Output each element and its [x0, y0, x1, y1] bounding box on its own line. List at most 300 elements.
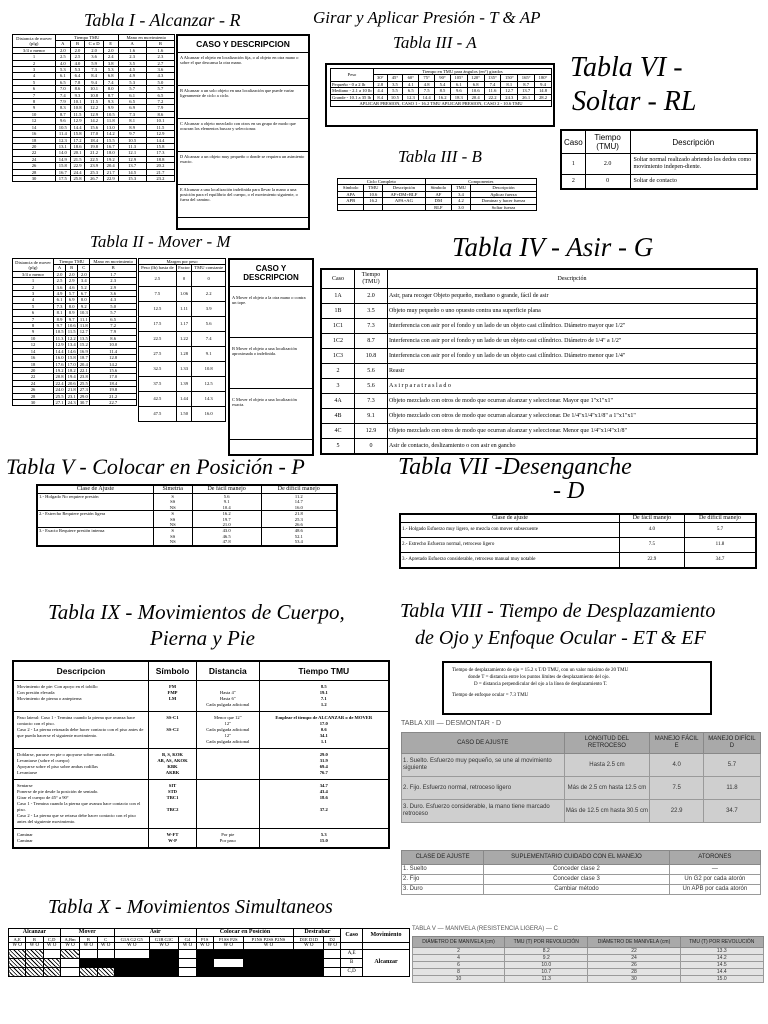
t1-cell: 4.0	[56, 60, 71, 66]
t3a-col: 120°	[467, 75, 484, 81]
t13-cell: 34.7	[703, 800, 760, 823]
t4-cell: 9.1	[355, 409, 388, 424]
t10-mark	[97, 967, 114, 976]
t13s-cell: 3. Duro	[402, 885, 484, 895]
t4-cell: Asir, para recoger Objeto pequeño, mediano o grande, fácil de asir	[388, 289, 758, 304]
tabla-v-table	[36, 484, 338, 547]
t2-cell: 2.0	[78, 271, 90, 277]
t3b-cell: 10.6	[364, 191, 383, 197]
t1-cell: 22.5	[85, 156, 104, 162]
t2-cell: 10	[13, 335, 54, 341]
t10-wo: W O	[26, 943, 43, 949]
t2p-cell: 3.9	[192, 301, 226, 316]
t2p-cell: 1.50	[176, 406, 192, 421]
t1-cell: 8.6	[146, 111, 174, 117]
t5-cell: SS	[153, 534, 192, 539]
t10-mark	[243, 949, 294, 958]
t7-cell: 2.- Estrecho Esfuerzo normal, retroceso ligero	[400, 538, 619, 553]
t5-cell: SS	[153, 499, 192, 504]
t1-cell: 3.6	[85, 54, 104, 60]
t7-col: Clase de ajuste	[400, 514, 619, 523]
tabla-ii-cases	[228, 258, 314, 456]
t10-mark	[179, 958, 196, 967]
t4-col: Caso	[321, 269, 355, 289]
t10-caso: A,E	[341, 949, 363, 958]
t2-cell: 12.2	[66, 335, 78, 341]
t2-cell: 29.0	[78, 393, 90, 399]
t5-cell: 14.7	[261, 499, 337, 504]
t10-group: Mover	[60, 929, 114, 937]
t1-cell: 21.2	[85, 150, 104, 156]
t5-cell: 52.1	[261, 534, 337, 539]
tabla-ii-table	[12, 258, 137, 406]
t10-mark	[114, 967, 149, 976]
t3b-cell: 3.0	[452, 204, 471, 210]
t10-wo: W O	[60, 943, 79, 949]
t4-cell: 10.8	[355, 349, 388, 364]
t2-cell: 20.6	[66, 380, 78, 386]
t2p-cell: 7.5	[139, 286, 177, 301]
t1-cell: 11.5	[146, 124, 174, 130]
t9-row	[13, 712, 389, 749]
t2p-cell: 12.5	[139, 301, 177, 316]
tabla-viii-formula	[442, 661, 712, 715]
t3a-cell: 16.2	[435, 94, 451, 100]
t1-cell: 19.2	[103, 156, 118, 162]
t2-cell: 6.5	[90, 316, 137, 322]
t1-cell: 6.5	[118, 99, 146, 105]
t1-cell: 16	[13, 131, 56, 137]
t4-cell: A s i r p a r a t r a s l a d o	[388, 379, 758, 394]
tabla-ix-title: Tabla IX - Movimientos de Cuerpo,	[48, 600, 345, 624]
t1-cell: 7	[13, 92, 56, 98]
t6-col: Descripción	[630, 130, 757, 154]
t1-cell: 14.4	[146, 137, 174, 143]
t2-hdr-dist: Distancia de mover (plg)	[13, 259, 54, 272]
t1-cell: 8.7	[56, 111, 71, 117]
t10-sub: A,E	[9, 937, 26, 943]
t5-cell: 46.5	[192, 534, 261, 539]
t4-row	[321, 439, 757, 455]
t10-wo: W O	[324, 943, 341, 949]
t5-cell	[37, 539, 153, 545]
t1-cell: 5.3	[56, 67, 71, 73]
t2p-cell: 1.11	[176, 301, 192, 316]
t2-cell: 3/4 o menor	[13, 271, 54, 277]
tabla-vii-title: Tabla VII -Desenganche	[398, 454, 632, 480]
t3b-col: Descripción	[470, 185, 536, 191]
t1-cell: 11.4	[56, 131, 71, 137]
t1-cell: 18.0	[103, 150, 118, 156]
t2p-cell: 2.2	[192, 286, 226, 301]
t2-cell: 15.2	[78, 342, 90, 348]
t2-cell: 7.2	[90, 323, 137, 329]
t13s-col: ATORONES	[669, 851, 760, 865]
t6-cell: 2.0	[585, 154, 630, 175]
t9-cell: 29.0 31.9 69.4 76.7	[259, 749, 389, 780]
t1-cell: 22	[13, 150, 56, 156]
t10-mark	[9, 949, 26, 958]
t1-cell: 10	[13, 111, 56, 117]
t1-cell: 11.3	[118, 143, 146, 149]
t1-case: C Alcanzar a objeto mezclado con otros en un grupo de modo que ocurran los elementos buscar y seleccionar.	[178, 119, 308, 152]
t9-cell: Sentarse Ponerse de pie desde la posición de sentado. Girar el cuerpo de 45° a 90° Caso 1 - Termina cuando la pierna que avanza hace contacto con el piso. Caso 2 - La pierna que se retrasa debe hacer contacto con el piso antes del siguiente movimiento.	[13, 780, 149, 829]
t2p-cell: 0	[192, 271, 226, 286]
t10-sub: G4	[179, 937, 196, 943]
tabla-vi-table	[560, 129, 758, 190]
tabla-x-table	[8, 928, 410, 977]
tabla-vii-subtitle: - D	[553, 478, 585, 504]
t4-cell: 4A	[321, 394, 355, 409]
t2-cell: 21.8	[66, 387, 78, 393]
t1-cell: 6.1	[56, 73, 71, 79]
t3a-peso: Peso	[331, 69, 374, 82]
t2p-cell: 9.1	[192, 346, 226, 361]
tabla-iii-b-table	[337, 178, 537, 211]
t1-cell: 6	[13, 86, 56, 92]
t2-cell: 4.9	[54, 291, 66, 297]
t10-mark	[114, 958, 149, 967]
t4-cell: 7.3	[355, 394, 388, 409]
t1-cell: 20.4	[103, 163, 118, 169]
t1-cell: 4.5	[118, 67, 146, 73]
t5-row	[37, 539, 337, 545]
t2-cell: 20	[13, 367, 54, 373]
t10-mark	[43, 958, 60, 967]
t2-cell: 4.6	[66, 284, 78, 290]
t1-cell: 22.9	[70, 163, 85, 169]
t1-cell: 10.1	[146, 118, 174, 124]
t1-cell: 6.9	[118, 105, 146, 111]
t2-cell: 18	[13, 361, 54, 367]
t6-row	[561, 175, 757, 190]
t1-hdr-mano: Mano en movimiento	[118, 35, 174, 41]
t10-mark	[26, 967, 43, 976]
t3a-cell: 9.6	[450, 88, 467, 94]
t4-cell: 2	[321, 364, 355, 379]
t1-cell: 3.5	[118, 60, 146, 66]
t1-hdr-time: Tiempo TMU	[56, 35, 119, 41]
t2-cell: 25.5	[54, 393, 66, 399]
tm-cell: 26	[588, 962, 680, 969]
t1-cell: 4	[13, 73, 56, 79]
t3b-cell: Soltar fuerza	[470, 204, 536, 210]
t1-cell: 23.9	[85, 163, 104, 169]
t3a-cell: 7.5	[419, 88, 435, 94]
t2p-cell: 1.22	[176, 331, 192, 346]
t10-mark	[324, 958, 341, 967]
t10-mark	[324, 967, 341, 976]
t1-cell: 17.5	[56, 175, 71, 181]
t2-cell: 4	[13, 297, 54, 303]
t5-cell: 2.- Estrecho Requiere presión ligera	[37, 511, 153, 517]
t9-col: Descripcion	[13, 661, 149, 681]
t10-wo: W O	[294, 943, 324, 949]
t1-cell: 12.3	[56, 137, 71, 143]
t1-cell: 10.1	[85, 86, 104, 92]
t5-cell: 16.2	[192, 511, 261, 517]
t1-cell: 12.9	[118, 156, 146, 162]
t2-hdr-peso: Margen por peso	[139, 259, 226, 265]
t10-sub: G1B G1C	[149, 937, 179, 943]
t2-cell: 22	[13, 374, 54, 380]
t1-cell: 26	[13, 163, 56, 169]
t9-cell	[197, 749, 259, 780]
t2-cell: 11.4	[90, 348, 137, 354]
t1-cell: 9.6	[56, 118, 71, 124]
t1-cell: 9.7	[118, 131, 146, 137]
t3b-cell: APB	[338, 198, 364, 204]
tabla-v-title: Tabla V - Colocar en Posición - P	[6, 454, 305, 479]
t13-row	[402, 800, 761, 823]
t1-cell: 6.1	[118, 92, 146, 98]
t2-row	[13, 399, 137, 405]
t10-sub: P1SS P2S	[213, 937, 243, 943]
t2p-row	[139, 406, 226, 421]
t1-cell: 5.7	[118, 86, 146, 92]
t2-cell: 13.5	[78, 335, 90, 341]
t9-cell: Movimiento de pie: Con apoyo en el tobillo Con presión elevada Movimiento de pierna o antepierna	[13, 681, 149, 712]
t2-cell: 30	[13, 399, 54, 405]
t10-row	[9, 949, 410, 958]
t7-cell: 3.- Apretado Esfuerzo considerable, retroceso manual muy notable	[400, 553, 619, 569]
t3b-cell: Dominar y hacer fuerza	[470, 198, 536, 204]
t3a-cell: 2.8	[374, 81, 388, 87]
t1-cell: 24.4	[70, 169, 85, 175]
t1-cell: 12.1	[118, 150, 146, 156]
t4-cell: 3.5	[355, 304, 388, 319]
tabla-iii-a-title: Tabla III - A	[393, 33, 477, 52]
t1-cell: 1	[13, 54, 56, 60]
t10-wo: W O	[179, 943, 196, 949]
t1-cell: 16.7	[103, 143, 118, 149]
t1-cell: 22.9	[103, 175, 118, 181]
t10-mark	[26, 958, 43, 967]
t1-cell: 17.3	[146, 150, 174, 156]
t2-cell: 8.0	[66, 303, 78, 309]
t3a-cell: 7.4	[484, 81, 501, 87]
t13-col: MANEJO FÁCIL E	[650, 733, 704, 754]
t13s-cell: 1. Suelto	[402, 865, 484, 875]
tabla-ii-title: Tabla II - Mover - M	[90, 232, 231, 251]
t2p-cell: 2.5	[139, 271, 177, 286]
t1-cell: 11.5	[85, 99, 104, 105]
t2p-cell: 7.4	[192, 331, 226, 346]
t2-hdr-mano: Mano en movimiento	[90, 259, 137, 265]
tm-cell: 24	[588, 955, 680, 962]
t2-cell: 7.9	[90, 329, 137, 335]
t4-cell: 1C1	[321, 319, 355, 334]
t10-sub: C,D	[43, 937, 60, 943]
t1-cell: 26.7	[85, 175, 104, 181]
t2p-cell: 1.06	[176, 286, 192, 301]
t3b-h2: Componentes	[425, 179, 536, 185]
t3b-col: TMU	[452, 185, 471, 191]
t1-cell: 15.3	[118, 175, 146, 181]
t2-cell: 2.0	[66, 271, 78, 277]
t3a-cell: 6.1	[450, 81, 467, 87]
t1-cell: 10.5	[56, 124, 71, 130]
t10-wo: W O	[196, 943, 213, 949]
t3b-cell	[338, 204, 364, 210]
t1-col: A	[118, 41, 146, 47]
t1-cell: 14.4	[70, 124, 85, 130]
tm-cell: 10	[413, 976, 505, 983]
t1-cell: 8.1	[118, 118, 146, 124]
t2-cell: 10.3	[78, 310, 90, 316]
t1-cell: 2.7	[146, 60, 174, 66]
t1-cell: 11.8	[103, 118, 118, 124]
t3b-h1: Ciclo Completo	[338, 179, 426, 185]
t2-cell: 14.6	[66, 348, 78, 354]
t4-cell: 2.0	[355, 289, 388, 304]
tm-cell: 13.3	[680, 948, 763, 955]
t1-cell: 10.8	[70, 105, 85, 111]
t9-cell: B, S, KOK AB, AS, AKOK KBK AKBK	[149, 749, 197, 780]
t4-row	[321, 409, 757, 424]
t10-group: Asir	[114, 929, 196, 937]
t1-case-title: CASO Y DESCRIPCION	[178, 36, 308, 53]
t10-mark	[213, 958, 243, 967]
tm-cell: 9.2	[505, 955, 588, 962]
t6-cell: 1	[561, 154, 585, 175]
t4-col: Descripción	[388, 269, 758, 289]
t4-cell: 0	[355, 439, 388, 455]
tabla-viii-subtitle: de Ojo y Enfoque Ocular - ET & EF	[415, 627, 706, 649]
t5-cell: 53.4	[261, 539, 337, 545]
t1-cell: 13.7	[118, 163, 146, 169]
t9-col: Símbolo	[149, 661, 197, 681]
t2-cell: 8.1	[54, 310, 66, 316]
t1-cell: 25.8	[70, 175, 85, 181]
t3a-cell: 12.3	[403, 94, 419, 100]
t5-col: Clase de Ajuste	[37, 485, 153, 494]
t2-cell: 2	[13, 284, 54, 290]
t1-cell: 2.0	[70, 47, 85, 53]
tm-cell: 30	[588, 976, 680, 983]
t10-mark	[60, 949, 79, 958]
t1-cell: 20.1	[70, 150, 85, 156]
t2p-cell: 1.28	[176, 346, 192, 361]
t10-wo: W O	[114, 943, 149, 949]
t10-mark	[294, 949, 324, 958]
t4-cell: 1C3	[321, 349, 355, 364]
t1-cell: 15.8	[70, 131, 85, 137]
t13-row	[402, 754, 761, 777]
t3a-cell: 4.8	[419, 81, 435, 87]
t1-cell: 5.3	[103, 67, 118, 73]
t2-cell: 16	[13, 355, 54, 361]
t3b-cell: APA	[338, 191, 364, 197]
t10-mark	[324, 949, 341, 958]
t10-mark	[149, 958, 179, 967]
t10-mark	[196, 967, 213, 976]
t3b-cell: APA+AG	[383, 198, 425, 204]
tm-cell: 10.0	[505, 962, 588, 969]
t4-cell: Objeto mezclado con otros de modo que ocurran alcanzar y seleccionar. Menor que 1/4"x1/4"x1/8"	[388, 424, 758, 439]
t5-cell: 1.- Holgado No requiere presión	[37, 494, 153, 500]
t2-case: C Mover el objeto a una localización exacta.	[230, 389, 312, 440]
t10-wo: W O	[149, 943, 179, 949]
t3a-cell: 3.5	[387, 81, 403, 87]
t1-cell: 8.6	[70, 86, 85, 92]
t1-cell: 10.8	[85, 92, 104, 98]
t2p-cell: 17.5	[139, 316, 177, 331]
t2-cell: 27.1	[54, 399, 66, 405]
t9-col: Tiempo TMU	[259, 661, 389, 681]
t4-cell: Asir de contacto, deslizamiento o con asir en gancho	[388, 439, 758, 455]
t5-cell: 26.6	[261, 522, 337, 528]
t6-col: Tiempo (TMU)	[585, 130, 630, 154]
tm-row	[413, 962, 764, 969]
t10-wo: W O	[243, 943, 294, 949]
t1-cell: 11.5	[70, 111, 85, 117]
t8-line1: Tiempo de desplazamiento de ojo = 15.2 x T/D TMU, con un valor máximo de 20 TMU	[452, 668, 629, 673]
tabla-viii-title: Tabla VIII - Tiempo de Desplazamiento	[400, 600, 716, 622]
t10-mark	[179, 967, 196, 976]
t4-cell: 5.6	[355, 364, 388, 379]
tm-cell: 15.0	[680, 976, 763, 983]
tm-cell: 14.5	[680, 962, 763, 969]
t10-sub: A,Bm	[60, 937, 79, 943]
t10-mark	[43, 949, 60, 958]
t1-cell: 17.0	[85, 131, 104, 137]
t3a-cell: 4.4	[374, 88, 388, 94]
t2-cell: 23.8	[78, 374, 90, 380]
t3a-cell: 6.5	[403, 88, 419, 94]
t2-cell: 14	[13, 348, 54, 354]
t1-cell: 3.6	[146, 67, 174, 73]
t3a-cell: Pequeño - 0 a 2 lb	[331, 81, 374, 87]
t2-cell: 12.9	[54, 342, 66, 348]
t13s-cell: Conceder clase 2	[484, 865, 670, 875]
t1-cell: 15.6	[85, 124, 104, 130]
t3a-cell: 10.6	[467, 88, 484, 94]
t3a-cell: 8.5	[435, 88, 451, 94]
t2-cell: 6	[13, 310, 54, 316]
t1-cell: 2.0	[103, 47, 118, 53]
t7-row	[400, 538, 756, 553]
t13s-cell: Cambiar método	[484, 885, 670, 895]
t13s-cell: Un G2 por cada atorón	[669, 875, 760, 885]
t6-cell: 0	[585, 175, 630, 190]
t4-cell: Objeto mezclado con otros de modo que ocurran alcanzar y seleccionar. De 1/4"x1/4"x1/8" a 1"x1"x1"	[388, 409, 758, 424]
t2-col: B	[66, 265, 78, 271]
t2-cell: 24.3	[66, 399, 78, 405]
t1-cell: 10.5	[118, 137, 146, 143]
t1-cell: 2.3	[118, 54, 146, 60]
t4-cell: 1B	[321, 304, 355, 319]
t2-cell: 15.6	[90, 367, 137, 373]
t1-cell: 7.9	[56, 99, 71, 105]
t9-cell: SIT STD TBC1 TBC2	[149, 780, 197, 829]
t3a-col: 75°	[419, 75, 435, 81]
t13-cell: 4.0	[650, 754, 704, 777]
t1-cell: 18	[13, 137, 56, 143]
t1-cell: 21.7	[103, 169, 118, 175]
t13-cell: Más de 12.5 cm hasta 30.5 cm	[564, 800, 650, 823]
t10-mark	[294, 967, 324, 976]
t3b-cell: 16.2	[364, 198, 383, 204]
t1-cell: 4.0	[70, 60, 85, 66]
t9-row	[13, 829, 389, 849]
t4-col: Tiempo (TMU)	[355, 269, 388, 289]
t1-cell: 9.4	[85, 79, 104, 85]
t13-col: CASO DE AJUSTE	[402, 733, 565, 754]
t1-col: B	[70, 41, 85, 47]
t9-cell: 34.7 43.4 18.6 37.2	[259, 780, 389, 829]
t2p-row	[139, 361, 226, 376]
